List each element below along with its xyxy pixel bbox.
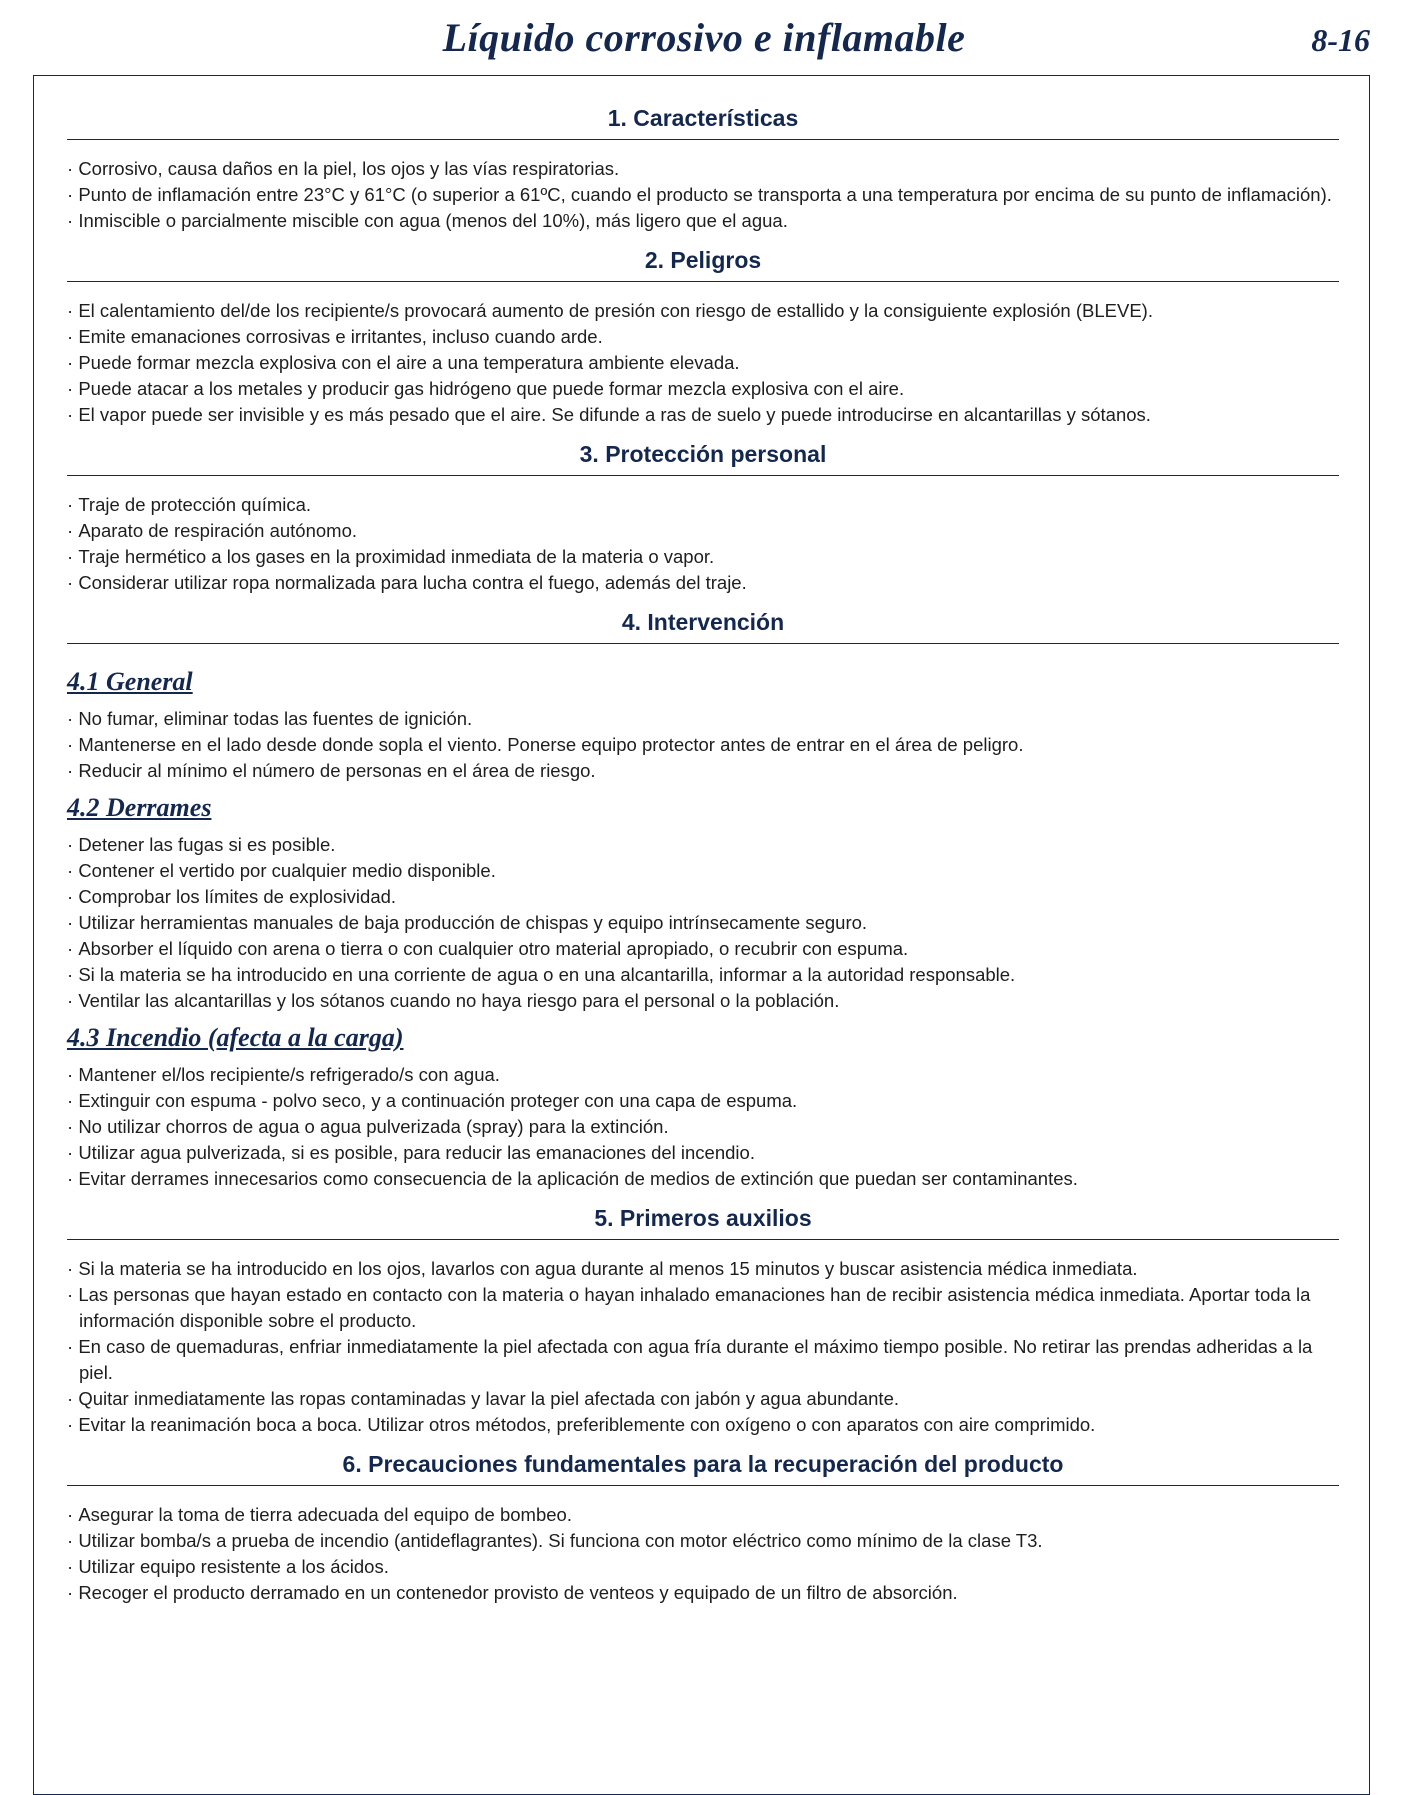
list-item: · Traje hermético a los gases en la proximidad inmediata de la materia o vapor.	[67, 544, 1339, 570]
list-item: · Reducir al mínimo el número de personas en el área de riesgo.	[67, 758, 1339, 784]
list-item: · Considerar utilizar ropa normalizada para lucha contra el fuego, además del traje.	[67, 570, 1339, 596]
section-heading-intervencion: 4. Intervención	[67, 608, 1339, 644]
list-proteccion-personal	[67, 492, 1339, 596]
list-item: · Contener el vertido por cualquier medio disponible.	[67, 858, 1339, 884]
section-heading-proteccion-personal: 3. Protección personal	[67, 440, 1339, 476]
list-item: · Traje de protección química.	[67, 492, 1339, 518]
section-heading-precauciones-recuperacion: 6. Precauciones fundamentales para la recuperación del producto	[67, 1450, 1339, 1486]
list-item: · Asegurar la toma de tierra adecuada del equipo de bombeo.	[67, 1502, 1339, 1528]
list-item: · Comprobar los límites de explosividad.	[67, 884, 1339, 910]
list-item: · Puede atacar a los metales y producir gas hidrógeno que puede formar mezcla explosiva con el aire.	[67, 376, 1339, 402]
list-item: · El vapor puede ser invisible y es más pesado que el aire. Se difunde a ras de suelo y puede introducirse en alcantarillas y sótanos.	[67, 402, 1339, 428]
list-item: · Corrosivo, causa daños en la piel, los ojos y las vías respiratorias.	[67, 156, 1339, 182]
subheading-incendio: 4.3 Incendio (afecta a la carga)	[67, 1023, 404, 1052]
list-item: · Aparato de respiración autónomo.	[67, 518, 1339, 544]
list-precauciones-recuperacion	[67, 1502, 1339, 1606]
section-heading-caracteristicas: 1. Características	[67, 104, 1339, 140]
list-item: · Inmiscible o parcialmente miscible con agua (menos del 10%), más ligero que el agua.	[67, 208, 1339, 234]
document-body	[67, 104, 1339, 1606]
page-number: 8-16	[1311, 22, 1370, 58]
list-item: · Utilizar bomba/s a prueba de incendio (antideflagrantes). Si funciona con motor eléctrico como mínimo de la clase T3.	[67, 1528, 1339, 1554]
list-item: · En caso de quemaduras, enfriar inmediatamente la piel afectada con agua fría durante el máximo tiempo posible. No retirar las prendas adheridas a la piel.	[67, 1334, 1339, 1386]
list-item: · Quitar inmediatamente las ropas contaminadas y lavar la piel afectada con jabón y agua abundante.	[67, 1386, 1339, 1412]
list-item: · Mantenerse en el lado desde donde sopla el viento. Ponerse equipo protector antes de entrar en el área de peligro.	[67, 732, 1339, 758]
page-title: Líquido corrosivo e inflamable	[442, 15, 966, 60]
list-general	[67, 706, 1339, 784]
list-item: · Evitar derrames innecesarios como consecuencia de la aplicación de medios de extinción que puedan ser contaminantes.	[67, 1166, 1339, 1192]
list-item: · Punto de inflamación entre 23°C y 61°C (o superior a 61ºC, cuando el producto se transporta a una temperatura por encima de su punto de inflamación).	[67, 182, 1339, 208]
list-item: · Emite emanaciones corrosivas e irritantes, incluso cuando arde.	[67, 324, 1339, 350]
list-item: · Ventilar las alcantarillas y los sótanos cuando no haya riesgo para el personal o la población.	[67, 988, 1339, 1014]
subheading-derrames: 4.2 Derrames	[67, 793, 212, 822]
list-item: · Si la materia se ha introducido en los ojos, lavarlos con agua durante al menos 15 minutos y buscar asistencia médica inmediata.	[67, 1256, 1339, 1282]
list-item: · Detener las fugas si es posible.	[67, 832, 1339, 858]
list-item: · Recoger el producto derramado en un contenedor provisto de venteos y equipado de un filtro de absorción.	[67, 1580, 1339, 1606]
list-item: · Mantener el/los recipiente/s refrigerado/s con agua.	[67, 1062, 1339, 1088]
list-item: · Utilizar equipo resistente a los ácidos.	[67, 1554, 1339, 1580]
list-item: · Utilizar agua pulverizada, si es posible, para reducir las emanaciones del incendio.	[67, 1140, 1339, 1166]
list-item: · Las personas que hayan estado en contacto con la materia o hayan inhalado emanaciones han de recibir asistencia médica inmediata. Aportar toda la información disponible sobre el producto.	[67, 1282, 1339, 1334]
list-item: · El calentamiento del/de los recipiente/s provocará aumento de presión con riesgo de estallido y la consiguiente explosión (BLEVE).	[67, 298, 1339, 324]
subheading-general: 4.1 General	[67, 667, 193, 696]
list-primeros-auxilios	[67, 1256, 1339, 1438]
section-heading-primeros-auxilios: 5. Primeros auxilios	[67, 1204, 1339, 1240]
list-item: · Extinguir con espuma - polvo seco, y a continuación proteger con una capa de espuma.	[67, 1088, 1339, 1114]
list-item: · Puede formar mezcla explosiva con el aire a una temperatura ambiente elevada.	[67, 350, 1339, 376]
list-item: · No fumar, eliminar todas las fuentes de ignición.	[67, 706, 1339, 732]
list-item: · Utilizar herramientas manuales de baja producción de chispas y equipo intrínsecamente seguro.	[67, 910, 1339, 936]
list-item: · No utilizar chorros de agua o agua pulverizada (spray) para la extinción.	[67, 1114, 1339, 1140]
list-derrames	[67, 832, 1339, 1014]
list-item: · Si la materia se ha introducido en una corriente de agua o en una alcantarilla, informar a la autoridad responsable.	[67, 962, 1339, 988]
list-item: · Evitar la reanimación boca a boca. Utilizar otros métodos, preferiblemente con oxígeno o con aparatos con aire comprimido.	[67, 1412, 1339, 1438]
list-caracteristicas	[67, 156, 1339, 234]
list-incendio	[67, 1062, 1339, 1192]
section-heading-peligros: 2. Peligros	[67, 246, 1339, 282]
list-item: · Absorber el líquido con arena o tierra o con cualquier otro material apropiado, o recubrir con espuma.	[67, 936, 1339, 962]
list-peligros	[67, 298, 1339, 428]
